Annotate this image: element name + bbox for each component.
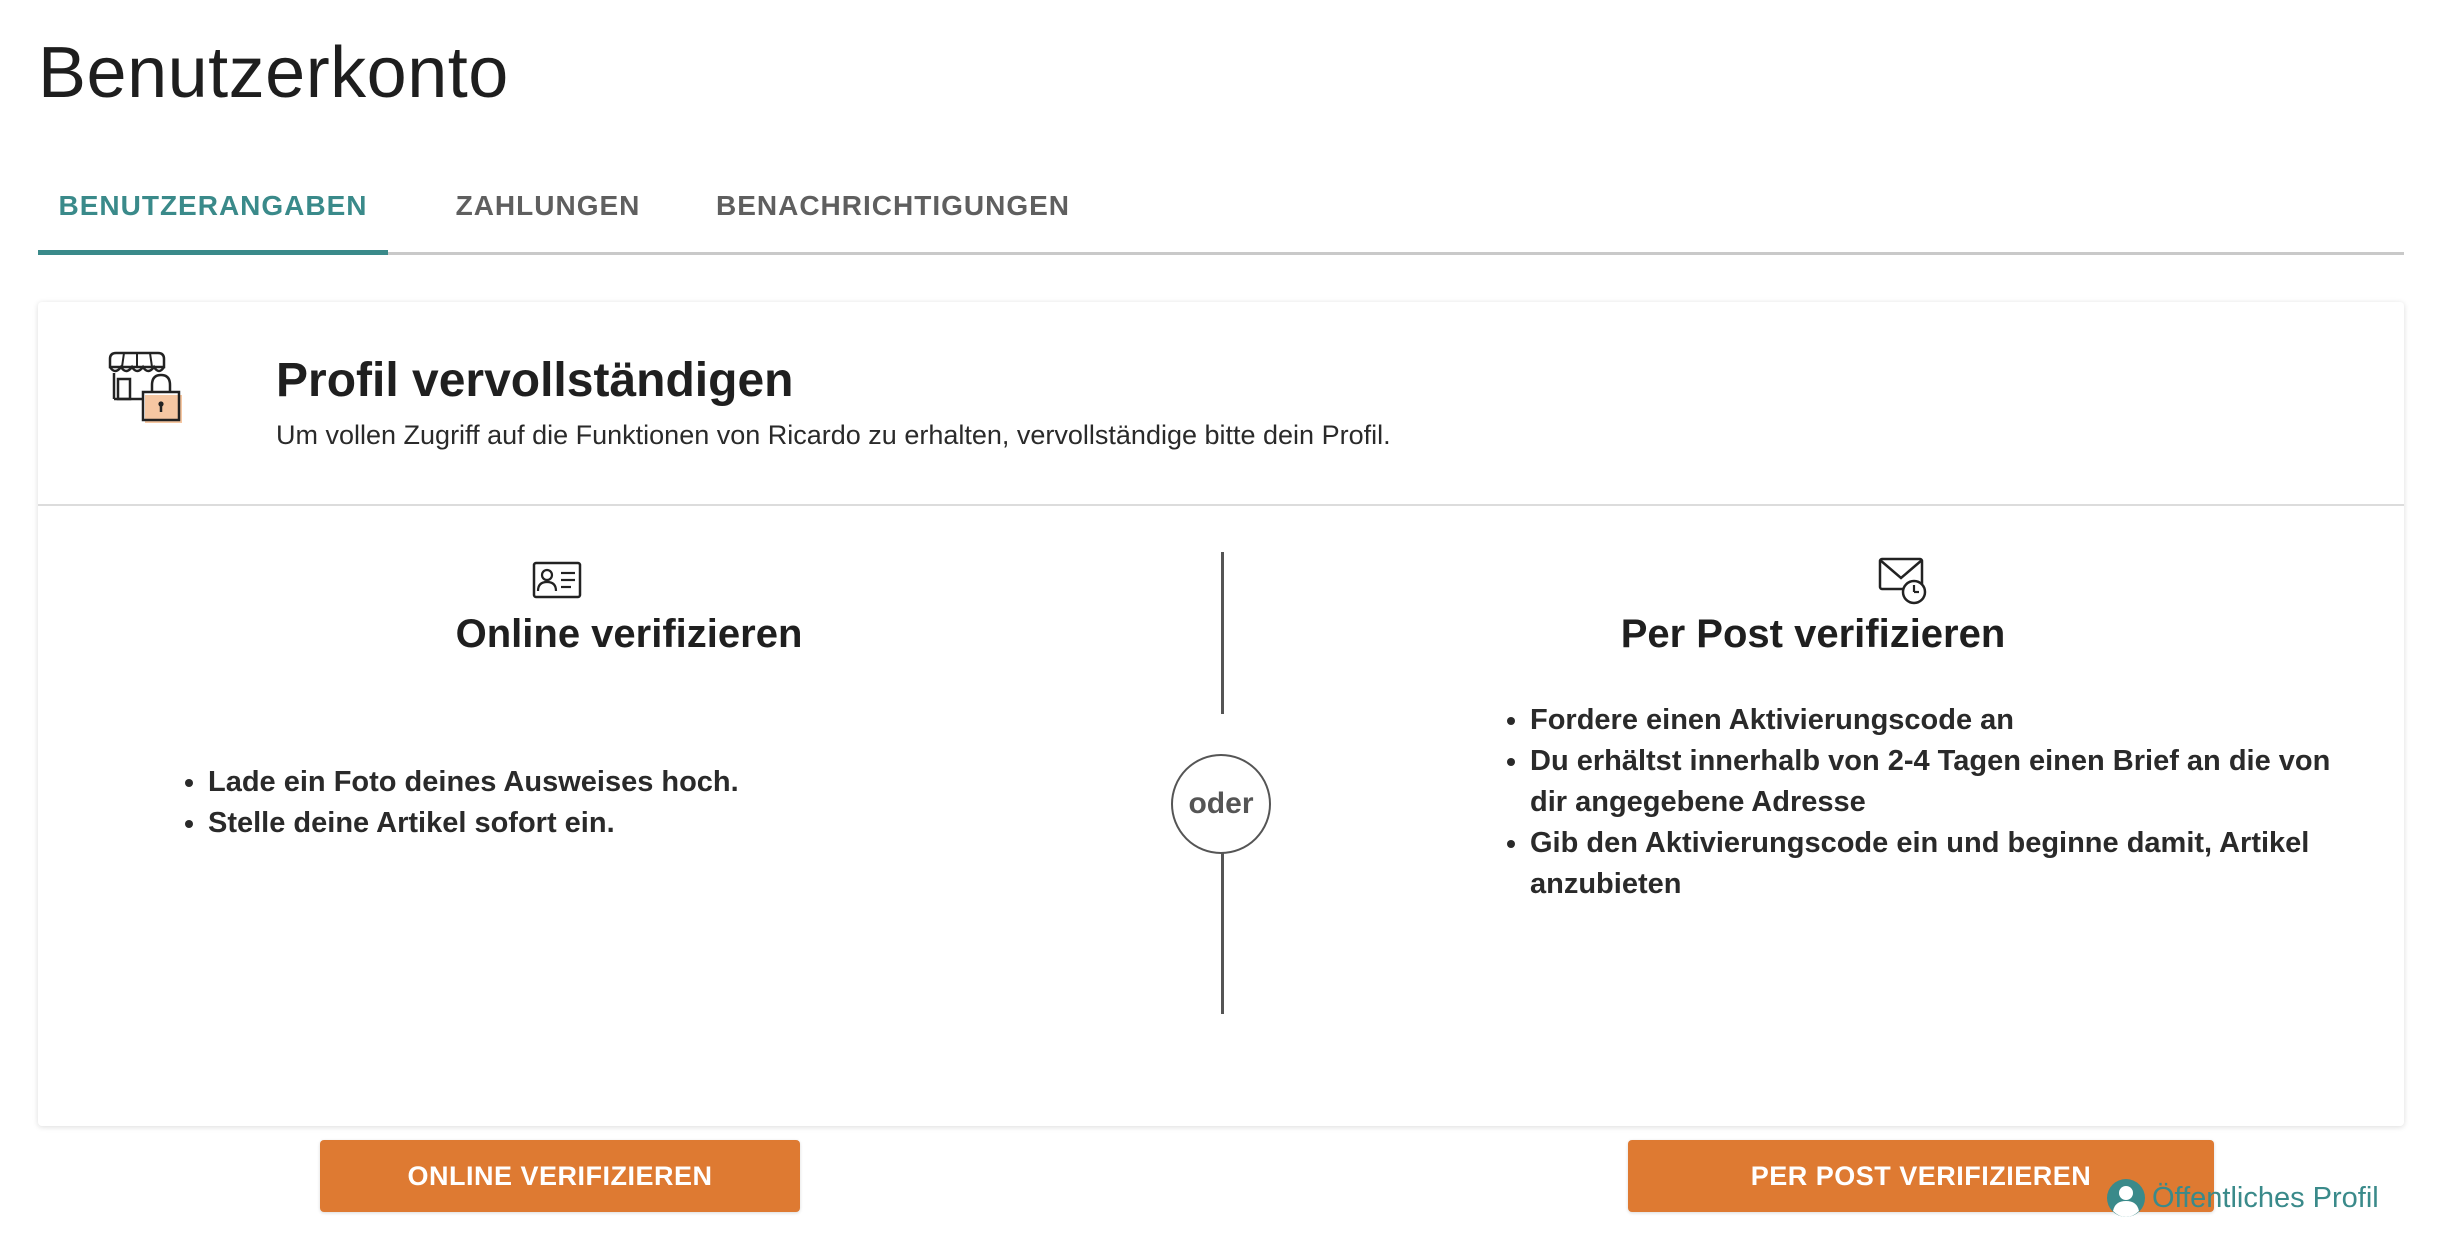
list-item: • Stelle deine Artikel sofort ein. — [208, 803, 1108, 844]
tab-zahlungen[interactable]: ZAHLUNGEN — [455, 190, 641, 221]
list-item: • Lade ein Foto deines Ausweises hoch. — [208, 762, 1108, 803]
list-item: • Gib den Aktivierungscode ein und beginne damit, Artikel anzubieten — [1530, 823, 2350, 905]
online-verify-button[interactable]: ONLINE VERIFIZIEREN — [320, 1140, 800, 1212]
list-item: • Fordere einen Aktivierungscode an — [1530, 700, 2350, 741]
list-item: • Du erhältst innerhalb von 2-4 Tagen einen Brief an die von dir angegebene Adresse — [1530, 741, 2350, 823]
profile-completion-card — [38, 302, 2404, 1191]
tab-benutzerangaben[interactable]: BENUTZERANGABEN — [38, 160, 388, 252]
post-bullet-list — [1496, 700, 2350, 905]
user-circle-icon — [2106, 1178, 2146, 1218]
online-heading: Online verifizieren — [455, 612, 803, 656]
card-header — [38, 302, 2404, 506]
shop-lock-icon — [104, 347, 194, 427]
online-bullet-list — [174, 762, 1108, 844]
or-divider: oder — [1171, 754, 1271, 854]
post-verification-column — [1222, 504, 2404, 1191]
card-subtitle: Um vollen Zugriff auf die Funktionen von Ricardo zu erhalten, vervollständige bitte dein Profil. — [276, 420, 1391, 450]
page-title: Benutzerkonto — [38, 33, 509, 113]
id-card-icon — [531, 554, 583, 606]
public-profile-link[interactable] — [2106, 1178, 2379, 1218]
mail-clock-icon — [1877, 554, 1929, 606]
public-profile-label: Öffentliches Profil — [2152, 1181, 2379, 1214]
tab-bar — [38, 160, 2404, 255]
tab-benachrichtigungen[interactable]: BENACHRICHTIGUNGEN — [716, 190, 1070, 221]
post-heading: Per Post verifizieren — [1620, 612, 2006, 656]
card-title: Profil vervollständigen — [276, 354, 794, 407]
online-verification-column — [38, 504, 1220, 1191]
post-verify-button[interactable]: PER POST VERIFIZIEREN — [1628, 1140, 2214, 1212]
